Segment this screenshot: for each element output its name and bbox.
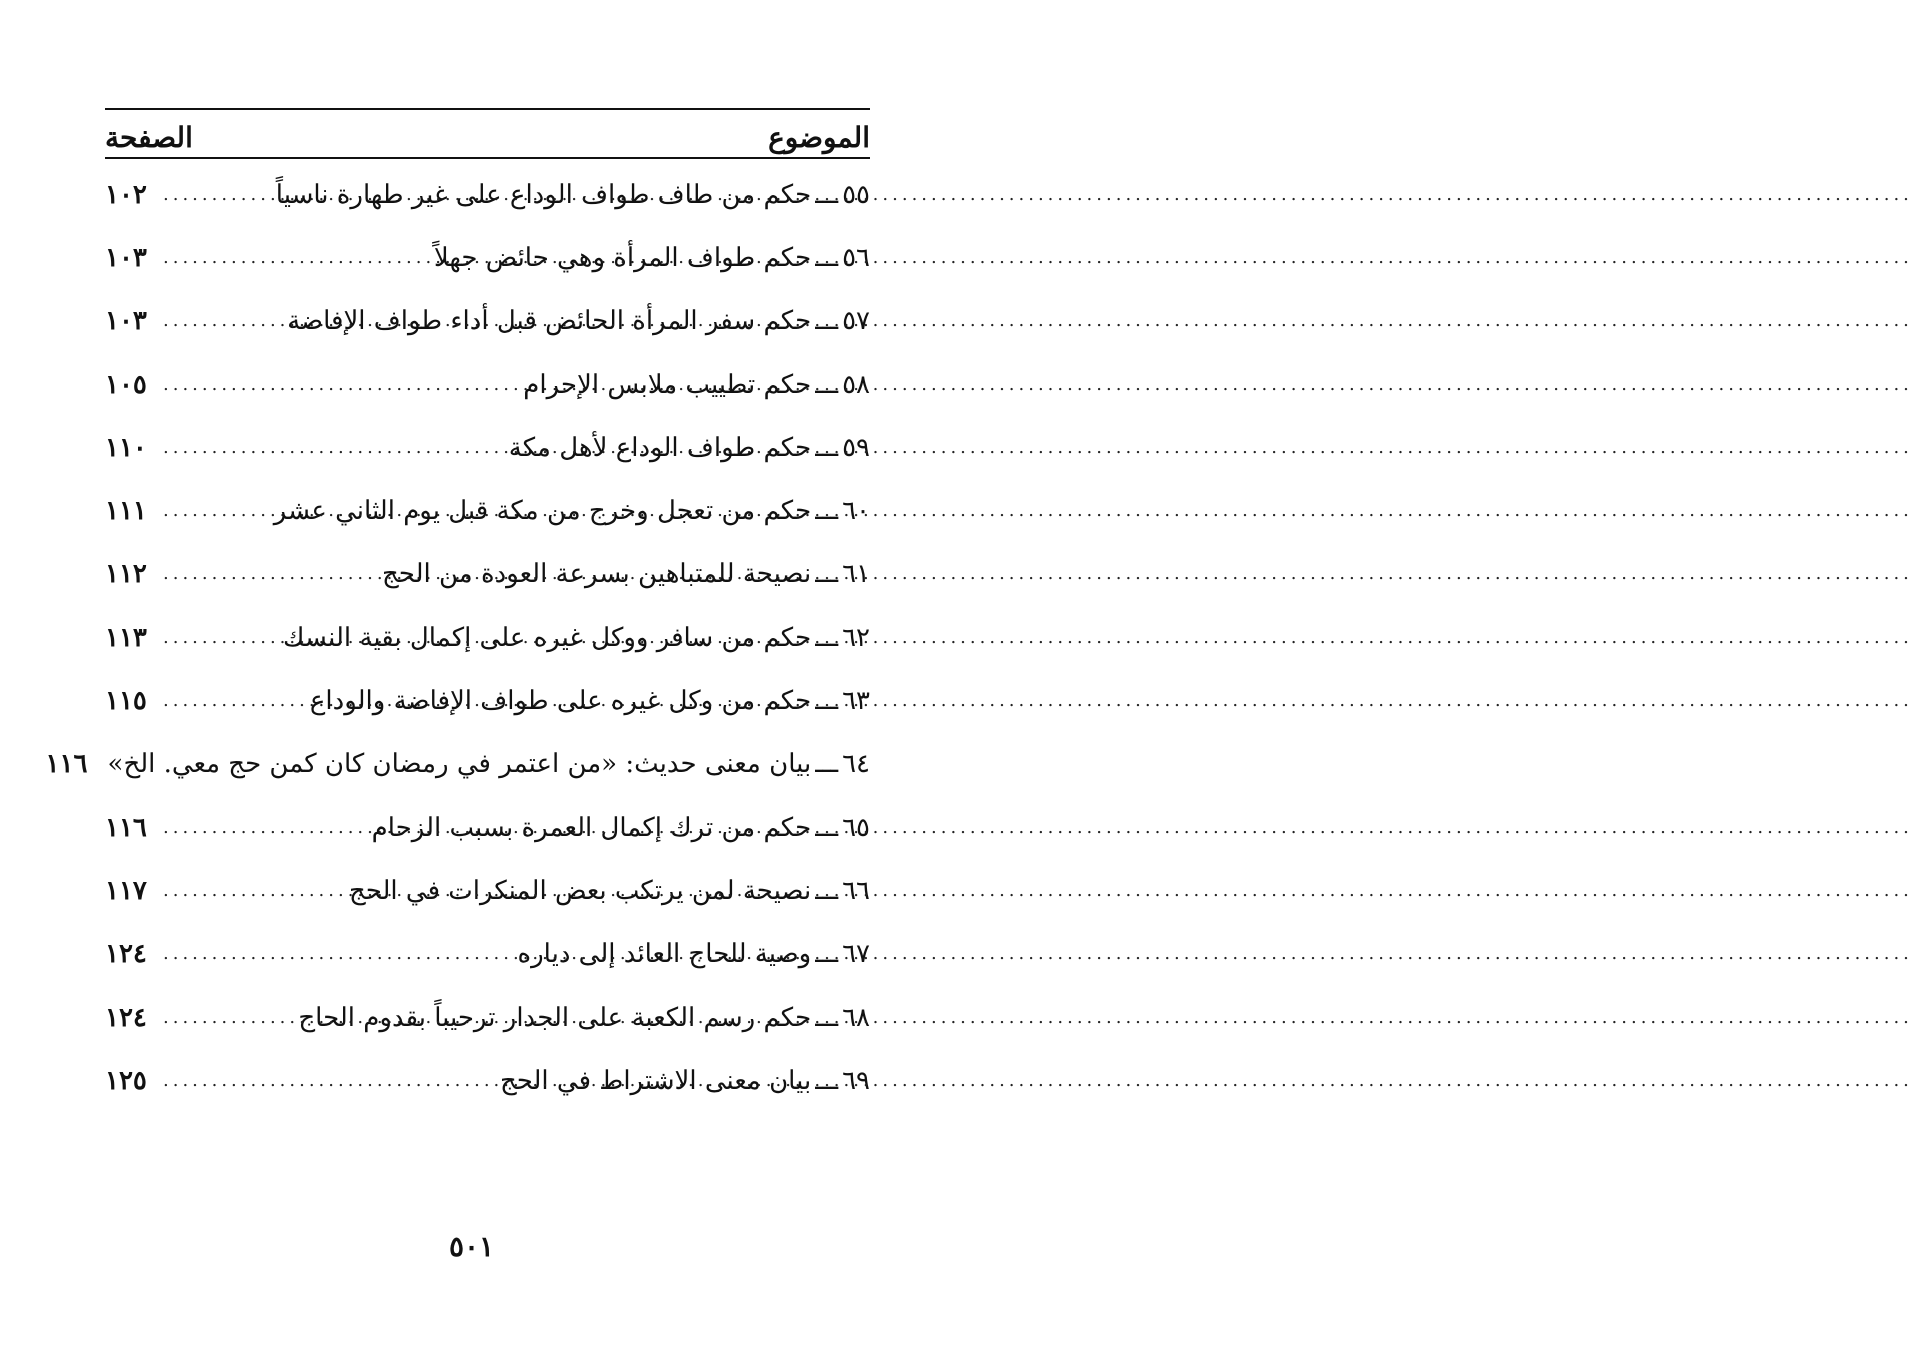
toc-entry [105, 543, 870, 606]
toc-list [45, 163, 870, 1112]
dot-leader [163, 871, 343, 911]
entry-title: نصيحة للمتباهين بسرعة العودة من الحج [382, 559, 812, 590]
entry-number: ٦٨ [842, 1002, 870, 1033]
entry-title: حكم رسم الكعبة على الجدار ترحيباً بقدوم الحاج [298, 1002, 812, 1033]
entry-separator: ـــ [815, 496, 839, 527]
dot-leader [163, 618, 277, 658]
entry-number: ٦٧ [842, 939, 870, 970]
toc-entry [105, 606, 870, 669]
entry-page-number: ١١٦ [105, 812, 147, 843]
entry-number: ٥٧ [842, 306, 870, 337]
entry-separator: ـــ [815, 1065, 839, 1096]
toc-entry [105, 986, 870, 1049]
toc-entry [105, 226, 870, 289]
entry-page-number: ١١٣ [105, 622, 147, 653]
entry-number: ٦٤ [842, 749, 870, 780]
entry-separator: ـــ [815, 875, 839, 906]
dot-leader [163, 175, 270, 215]
entry-separator: ـــ [815, 749, 839, 780]
entry-page-number: ١١٧ [105, 875, 147, 906]
entry-number: ٥٩ [842, 432, 870, 463]
dot-leader [163, 808, 366, 848]
toc-entry [105, 416, 870, 479]
entry-separator: ـــ [815, 432, 839, 463]
dot-leader [163, 934, 511, 974]
entry-separator: ـــ [815, 622, 839, 653]
page-number-footer: ٥٠١ [448, 1230, 495, 1263]
toc-header [105, 108, 870, 158]
entry-page-number: ١١٢ [105, 559, 147, 590]
entry-separator: ـــ [815, 242, 839, 273]
dot-leader [163, 365, 517, 405]
entry-separator: ـــ [815, 686, 839, 717]
toc-entry [45, 733, 870, 796]
dot-leader [163, 681, 304, 721]
entry-separator: ـــ [815, 812, 839, 843]
entry-number: ٦١ [842, 559, 870, 590]
toc-entry [105, 859, 870, 922]
entry-number: ٦٠ [842, 496, 870, 527]
dot-leader [163, 491, 268, 531]
toc-entry [105, 479, 870, 542]
toc-entry [105, 290, 870, 353]
dot-leader [163, 554, 376, 594]
entry-title: حكم طواف المرأة وهي حائض جهلاً [433, 242, 812, 273]
entry-number: ٦٥ [842, 812, 870, 843]
dot-leader [163, 301, 281, 341]
entry-separator: ـــ [815, 369, 839, 400]
entry-page-number: ١٠٣ [105, 242, 147, 273]
entry-number: ٦٣ [842, 686, 870, 717]
entry-title: حكم من ترك إكمال العمرة بسبب الزحام [371, 812, 812, 843]
entry-number: ٦٢ [842, 622, 870, 653]
entry-separator: ـــ [815, 179, 839, 210]
header-divider [105, 157, 870, 159]
toc-entry [105, 923, 870, 986]
dot-leader [163, 238, 428, 278]
entry-title: بيان معنى الاشتراط في الحج [499, 1065, 812, 1096]
entry-page-number: ١٠٣ [105, 306, 147, 337]
entry-number: ٦٩ [842, 1065, 870, 1096]
entry-title: حكم من وكل غيره على طواف الإفاضة والوداع [309, 686, 812, 717]
entry-title: حكم تطييب ملابس الإحرام [523, 369, 812, 400]
entry-title: نصيحة لمن يرتكب بعض المنكرات في الحج [348, 875, 812, 906]
entry-number: ٦٦ [842, 875, 870, 906]
header-topic-label: الموضوع [768, 121, 870, 154]
entry-number: ٥٨ [842, 369, 870, 400]
header-page-label: الصفحة [105, 121, 193, 154]
entry-number: ٥٥ [842, 179, 870, 210]
toc-entry [105, 1049, 870, 1112]
entry-separator: ـــ [815, 306, 839, 337]
entry-page-number: ١٢٥ [105, 1065, 147, 1096]
entry-title: حكم سفر المرأة الحائض قبل أداء طواف الإفاضة [287, 306, 812, 337]
dot-leader [163, 998, 292, 1038]
entry-title: حكم من طاف طواف الوداع على غير طهارة ناسياً [275, 179, 812, 210]
document-page [0, 0, 943, 1368]
entry-title: حكم من سافر ووكل غيره على إكمال بقية النسك [283, 622, 812, 653]
entry-page-number: ١١٦ [45, 749, 88, 780]
entry-separator: ـــ [815, 1002, 839, 1033]
dot-leader [163, 428, 503, 468]
entry-page-number: ١٠٥ [105, 369, 147, 400]
entry-title: بيان معنى حديث: «من اعتمر في رمضان كان كمن حج معي. الخ» [107, 749, 812, 780]
entry-title: حكم من تعجل وخرج من مكة قبل يوم الثاني عشر [273, 496, 812, 527]
toc-entry [105, 353, 870, 416]
entry-number: ٥٦ [842, 242, 870, 273]
toc-entry [105, 669, 870, 732]
dot-leader [163, 1061, 494, 1101]
entry-page-number: ١٠٢ [105, 179, 147, 210]
entry-page-number: ١١١ [105, 496, 147, 527]
entry-page-number: ١٢٤ [105, 939, 147, 970]
entry-page-number: ١٢٤ [105, 1002, 147, 1033]
entry-page-number: ١١٥ [105, 686, 147, 717]
entry-separator: ـــ [815, 559, 839, 590]
entry-title: حكم طواف الوداع لأهل مكة [508, 432, 812, 463]
entry-title: وصية للحاج العائد إلى دياره [517, 939, 812, 970]
entry-page-number: ١١٠ [105, 432, 147, 463]
entry-separator: ـــ [815, 939, 839, 970]
toc-entry [105, 163, 870, 226]
toc-entry [105, 796, 870, 859]
